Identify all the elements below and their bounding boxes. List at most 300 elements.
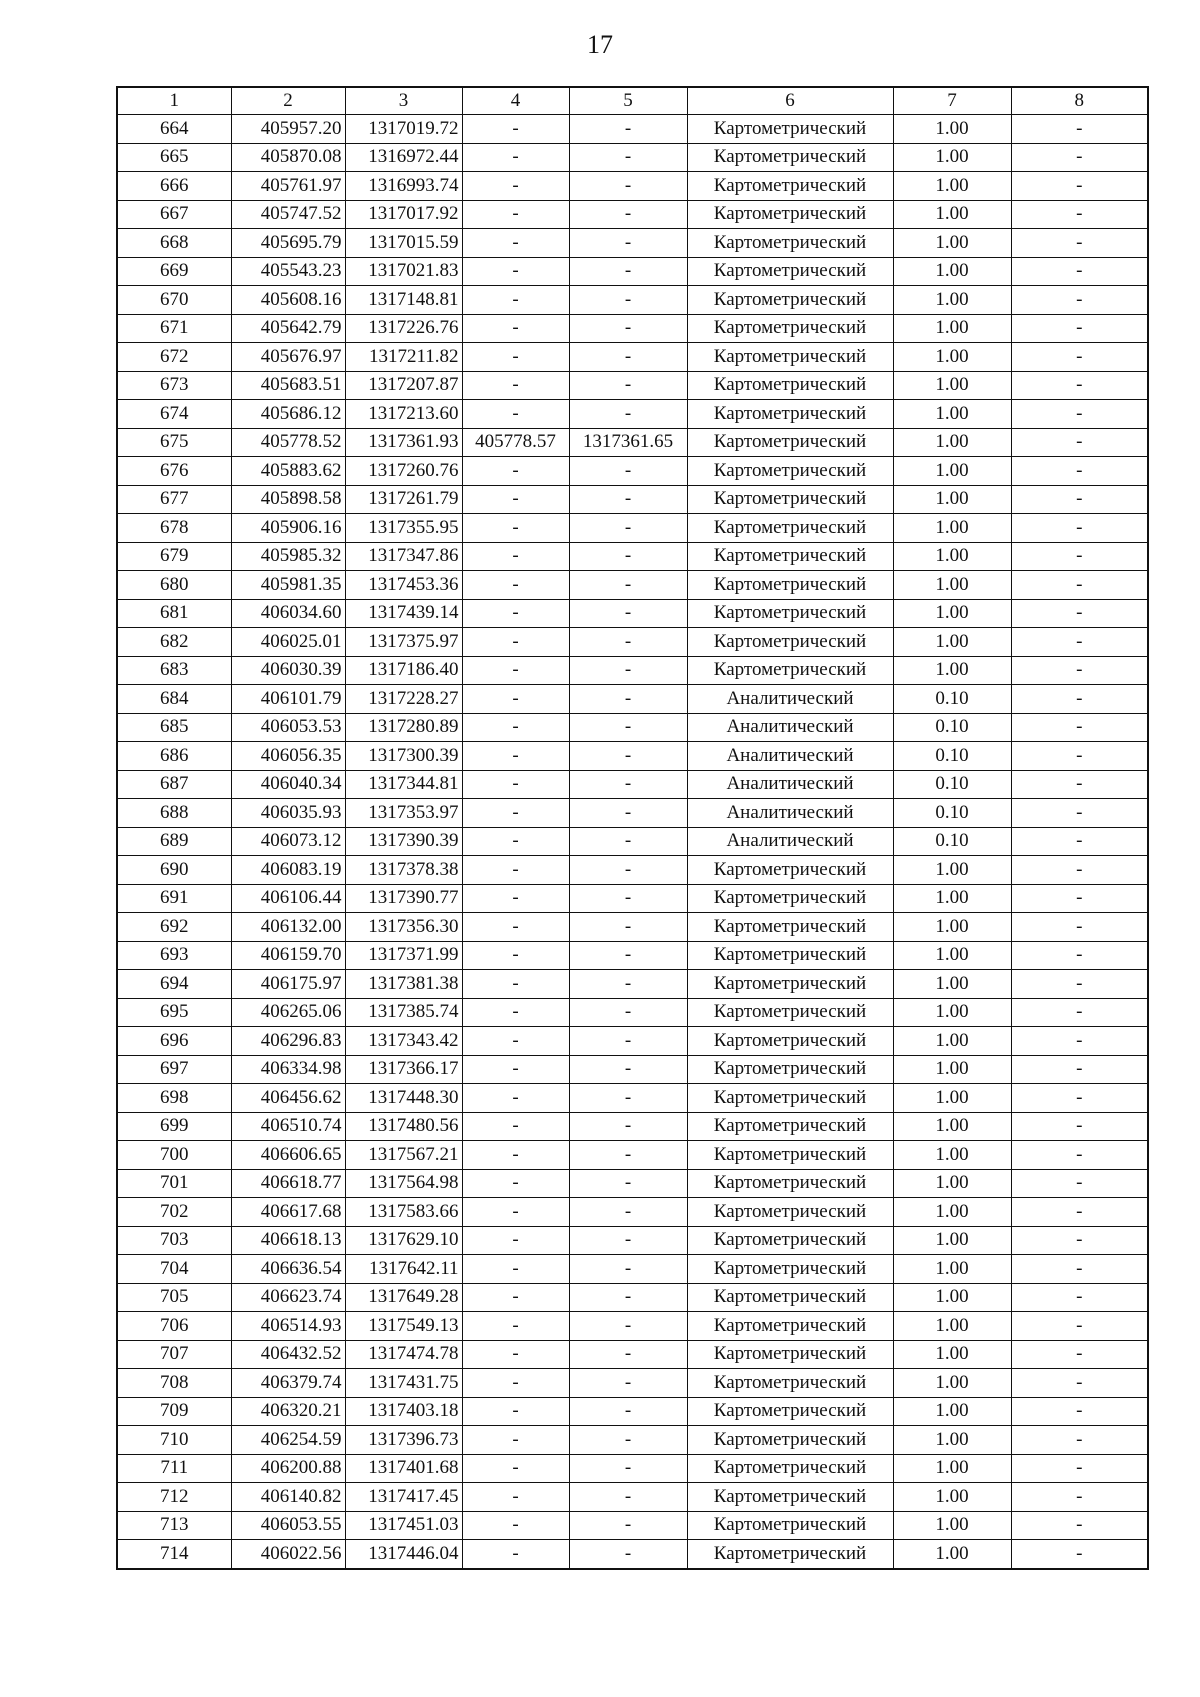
note-cell: -	[1011, 1027, 1148, 1056]
y-new-cell: -	[569, 571, 687, 600]
x-new-cell: -	[462, 571, 569, 600]
y-new-cell: -	[569, 1226, 687, 1255]
point-number-cell: 672	[117, 343, 231, 372]
note-cell: -	[1011, 656, 1148, 685]
accuracy-cell: 1.00	[893, 599, 1011, 628]
table-body	[117, 115, 1148, 1569]
y-coordinate-cell: 1317381.38	[345, 970, 462, 999]
table-row	[117, 998, 1148, 1027]
x-coordinate-cell: 406200.88	[231, 1454, 345, 1483]
note-cell: -	[1011, 1340, 1148, 1369]
method-cell: Картометрический	[687, 628, 893, 657]
method-cell: Картометрический	[687, 599, 893, 628]
y-new-cell: -	[569, 542, 687, 571]
point-number-cell: 666	[117, 172, 231, 201]
method-cell: Картометрический	[687, 656, 893, 685]
y-coordinate-cell: 1317375.97	[345, 628, 462, 657]
x-coordinate-cell: 405543.23	[231, 257, 345, 286]
table-row	[117, 941, 1148, 970]
point-number-cell: 687	[117, 770, 231, 799]
x-new-cell: -	[462, 200, 569, 229]
method-cell: Картометрический	[687, 428, 893, 457]
note-cell: -	[1011, 628, 1148, 657]
x-coordinate-cell: 406254.59	[231, 1426, 345, 1455]
y-new-cell: -	[569, 628, 687, 657]
table-row	[117, 1141, 1148, 1170]
y-new-cell: -	[569, 457, 687, 486]
accuracy-cell: 1.00	[893, 200, 1011, 229]
note-cell: -	[1011, 1483, 1148, 1512]
note-cell: -	[1011, 143, 1148, 172]
y-coordinate-cell: 1317390.77	[345, 884, 462, 913]
x-coordinate-cell: 406106.44	[231, 884, 345, 913]
point-number-cell: 684	[117, 685, 231, 714]
method-cell: Картометрический	[687, 257, 893, 286]
y-new-cell: -	[569, 257, 687, 286]
y-new-cell: -	[569, 1483, 687, 1512]
method-cell: Картометрический	[687, 1511, 893, 1540]
accuracy-cell: 1.00	[893, 1454, 1011, 1483]
x-new-cell: -	[462, 941, 569, 970]
x-coordinate-cell: 406073.12	[231, 827, 345, 856]
table-row	[117, 115, 1148, 144]
table-row	[117, 371, 1148, 400]
x-coordinate-cell: 406617.68	[231, 1198, 345, 1227]
x-coordinate-cell: 406035.93	[231, 799, 345, 828]
table-row	[117, 314, 1148, 343]
table-row	[117, 713, 1148, 742]
x-coordinate-cell: 406320.21	[231, 1397, 345, 1426]
y-new-cell: 1317361.65	[569, 428, 687, 457]
accuracy-cell: 0.10	[893, 827, 1011, 856]
column-header: 2	[231, 87, 345, 115]
x-coordinate-cell: 405683.51	[231, 371, 345, 400]
x-coordinate-cell: 406296.83	[231, 1027, 345, 1056]
accuracy-cell: 1.00	[893, 1055, 1011, 1084]
point-number-cell: 697	[117, 1055, 231, 1084]
note-cell: -	[1011, 1369, 1148, 1398]
x-new-cell: -	[462, 827, 569, 856]
accuracy-cell: 1.00	[893, 941, 1011, 970]
note-cell: -	[1011, 485, 1148, 514]
point-number-cell: 674	[117, 400, 231, 429]
note-cell: -	[1011, 1169, 1148, 1198]
y-new-cell: -	[569, 884, 687, 913]
y-new-cell: -	[569, 599, 687, 628]
y-coordinate-cell: 1317378.38	[345, 856, 462, 885]
point-number-cell: 704	[117, 1255, 231, 1284]
accuracy-cell: 1.00	[893, 1426, 1011, 1455]
point-number-cell: 670	[117, 286, 231, 315]
point-number-cell: 683	[117, 656, 231, 685]
note-cell: -	[1011, 1084, 1148, 1113]
note-cell: -	[1011, 457, 1148, 486]
y-new-cell: -	[569, 200, 687, 229]
y-new-cell: -	[569, 1397, 687, 1426]
accuracy-cell: 1.00	[893, 457, 1011, 486]
x-new-cell: -	[462, 229, 569, 258]
point-number-cell: 692	[117, 913, 231, 942]
accuracy-cell: 1.00	[893, 1340, 1011, 1369]
y-new-cell: -	[569, 514, 687, 543]
method-cell: Аналитический	[687, 770, 893, 799]
x-coordinate-cell: 406618.13	[231, 1226, 345, 1255]
x-new-cell: -	[462, 1312, 569, 1341]
method-cell: Аналитический	[687, 799, 893, 828]
note-cell: -	[1011, 428, 1148, 457]
table-row	[117, 1312, 1148, 1341]
point-number-cell: 686	[117, 742, 231, 771]
x-new-cell: -	[462, 343, 569, 372]
column-header: 4	[462, 87, 569, 115]
x-coordinate-cell: 405985.32	[231, 542, 345, 571]
note-cell: -	[1011, 799, 1148, 828]
accuracy-cell: 1.00	[893, 371, 1011, 400]
accuracy-cell: 1.00	[893, 314, 1011, 343]
point-number-cell: 667	[117, 200, 231, 229]
x-new-cell: -	[462, 314, 569, 343]
x-new-cell: -	[462, 1027, 569, 1056]
table-row	[117, 172, 1148, 201]
table-row	[117, 913, 1148, 942]
table-row	[117, 1397, 1148, 1426]
column-header: 1	[117, 87, 231, 115]
y-coordinate-cell: 1317390.39	[345, 827, 462, 856]
y-coordinate-cell: 1317446.04	[345, 1540, 462, 1569]
note-cell: -	[1011, 1198, 1148, 1227]
y-coordinate-cell: 1316993.74	[345, 172, 462, 201]
point-number-cell: 681	[117, 599, 231, 628]
note-cell: -	[1011, 1540, 1148, 1569]
point-number-cell: 710	[117, 1426, 231, 1455]
accuracy-cell: 1.00	[893, 1255, 1011, 1284]
method-cell: Аналитический	[687, 827, 893, 856]
x-new-cell: -	[462, 143, 569, 172]
method-cell: Картометрический	[687, 1027, 893, 1056]
method-cell: Аналитический	[687, 742, 893, 771]
x-new-cell: -	[462, 172, 569, 201]
y-coordinate-cell: 1317401.68	[345, 1454, 462, 1483]
y-coordinate-cell: 1317260.76	[345, 457, 462, 486]
note-cell: -	[1011, 1397, 1148, 1426]
note-cell: -	[1011, 1312, 1148, 1341]
x-coordinate-cell: 405608.16	[231, 286, 345, 315]
x-new-cell: 405778.57	[462, 428, 569, 457]
table-row	[117, 229, 1148, 258]
point-number-cell: 706	[117, 1312, 231, 1341]
y-new-cell: -	[569, 1369, 687, 1398]
method-cell: Картометрический	[687, 1226, 893, 1255]
y-coordinate-cell: 1317213.60	[345, 400, 462, 429]
x-coordinate-cell: 406379.74	[231, 1369, 345, 1398]
y-new-cell: -	[569, 1283, 687, 1312]
x-new-cell: -	[462, 742, 569, 771]
x-new-cell: -	[462, 1511, 569, 1540]
note-cell: -	[1011, 115, 1148, 144]
x-new-cell: -	[462, 656, 569, 685]
accuracy-cell: 1.00	[893, 884, 1011, 913]
x-coordinate-cell: 406025.01	[231, 628, 345, 657]
x-coordinate-cell: 406618.77	[231, 1169, 345, 1198]
note-cell: -	[1011, 200, 1148, 229]
y-new-cell: -	[569, 1112, 687, 1141]
y-new-cell: -	[569, 1454, 687, 1483]
point-number-cell: 712	[117, 1483, 231, 1512]
table-row	[117, 628, 1148, 657]
table-row	[117, 428, 1148, 457]
method-cell: Картометрический	[687, 970, 893, 999]
table-row	[117, 1454, 1148, 1483]
method-cell: Картометрический	[687, 913, 893, 942]
note-cell: -	[1011, 884, 1148, 913]
method-cell: Картометрический	[687, 856, 893, 885]
x-coordinate-cell: 406053.55	[231, 1511, 345, 1540]
y-new-cell: -	[569, 314, 687, 343]
method-cell: Картометрический	[687, 343, 893, 372]
table-row	[117, 1511, 1148, 1540]
accuracy-cell: 1.00	[893, 913, 1011, 942]
x-coordinate-cell: 405957.20	[231, 115, 345, 144]
point-number-cell: 693	[117, 941, 231, 970]
method-cell: Картометрический	[687, 1084, 893, 1113]
accuracy-cell: 1.00	[893, 1226, 1011, 1255]
note-cell: -	[1011, 998, 1148, 1027]
note-cell: -	[1011, 343, 1148, 372]
x-coordinate-cell: 405676.97	[231, 343, 345, 372]
point-number-cell: 668	[117, 229, 231, 258]
x-new-cell: -	[462, 1426, 569, 1455]
y-new-cell: -	[569, 1540, 687, 1569]
x-coordinate-cell: 406053.53	[231, 713, 345, 742]
y-coordinate-cell: 1317385.74	[345, 998, 462, 1027]
point-number-cell: 699	[117, 1112, 231, 1141]
table-row	[117, 485, 1148, 514]
note-cell: -	[1011, 172, 1148, 201]
method-cell: Картометрический	[687, 1483, 893, 1512]
accuracy-cell: 1.00	[893, 1283, 1011, 1312]
x-new-cell: -	[462, 1112, 569, 1141]
method-cell: Картометрический	[687, 172, 893, 201]
method-cell: Картометрический	[687, 371, 893, 400]
y-new-cell: -	[569, 1312, 687, 1341]
accuracy-cell: 0.10	[893, 742, 1011, 771]
column-header: 5	[569, 87, 687, 115]
x-coordinate-cell: 406159.70	[231, 941, 345, 970]
y-new-cell: -	[569, 685, 687, 714]
note-cell: -	[1011, 371, 1148, 400]
method-cell: Картометрический	[687, 457, 893, 486]
point-number-cell: 669	[117, 257, 231, 286]
table-row	[117, 1226, 1148, 1255]
note-cell: -	[1011, 941, 1148, 970]
note-cell: -	[1011, 913, 1148, 942]
y-new-cell: -	[569, 1027, 687, 1056]
y-new-cell: -	[569, 1426, 687, 1455]
x-new-cell: -	[462, 1055, 569, 1084]
method-cell: Картометрический	[687, 1169, 893, 1198]
note-cell: -	[1011, 1112, 1148, 1141]
x-coordinate-cell: 405695.79	[231, 229, 345, 258]
method-cell: Картометрический	[687, 1454, 893, 1483]
accuracy-cell: 0.10	[893, 685, 1011, 714]
accuracy-cell: 1.00	[893, 1084, 1011, 1113]
x-new-cell: -	[462, 1198, 569, 1227]
table-row	[117, 1112, 1148, 1141]
y-coordinate-cell: 1317417.45	[345, 1483, 462, 1512]
y-new-cell: -	[569, 229, 687, 258]
x-coordinate-cell: 405778.52	[231, 428, 345, 457]
y-new-cell: -	[569, 1055, 687, 1084]
accuracy-cell: 1.00	[893, 1198, 1011, 1227]
point-number-cell: 690	[117, 856, 231, 885]
method-cell: Картометрический	[687, 143, 893, 172]
method-cell: Картометрический	[687, 998, 893, 1027]
method-cell: Картометрический	[687, 1540, 893, 1569]
table-row	[117, 1369, 1148, 1398]
y-coordinate-cell: 1317480.56	[345, 1112, 462, 1141]
x-new-cell: -	[462, 799, 569, 828]
point-number-cell: 700	[117, 1141, 231, 1170]
y-coordinate-cell: 1317355.95	[345, 514, 462, 543]
x-coordinate-cell: 406022.56	[231, 1540, 345, 1569]
method-cell: Картометрический	[687, 400, 893, 429]
note-cell: -	[1011, 1454, 1148, 1483]
point-number-cell: 664	[117, 115, 231, 144]
point-number-cell: 678	[117, 514, 231, 543]
x-coordinate-cell: 405642.79	[231, 314, 345, 343]
method-cell: Картометрический	[687, 1426, 893, 1455]
y-new-cell: -	[569, 1340, 687, 1369]
y-coordinate-cell: 1317396.73	[345, 1426, 462, 1455]
accuracy-cell: 1.00	[893, 1027, 1011, 1056]
accuracy-cell: 0.10	[893, 799, 1011, 828]
note-cell: -	[1011, 1226, 1148, 1255]
table-row	[117, 200, 1148, 229]
accuracy-cell: 1.00	[893, 628, 1011, 657]
point-number-cell: 698	[117, 1084, 231, 1113]
method-cell: Картометрический	[687, 115, 893, 144]
y-new-cell: -	[569, 172, 687, 201]
point-number-cell: 685	[117, 713, 231, 742]
note-cell: -	[1011, 1055, 1148, 1084]
y-new-cell: -	[569, 485, 687, 514]
y-coordinate-cell: 1317353.97	[345, 799, 462, 828]
table-row	[117, 685, 1148, 714]
note-cell: -	[1011, 599, 1148, 628]
accuracy-cell: 1.00	[893, 1169, 1011, 1198]
y-new-cell: -	[569, 970, 687, 999]
x-coordinate-cell: 405906.16	[231, 514, 345, 543]
table-row	[117, 542, 1148, 571]
table-row	[117, 799, 1148, 828]
note-cell: -	[1011, 770, 1148, 799]
y-coordinate-cell: 1317261.79	[345, 485, 462, 514]
note-cell: -	[1011, 400, 1148, 429]
accuracy-cell: 1.00	[893, 229, 1011, 258]
x-coordinate-cell: 406265.06	[231, 998, 345, 1027]
method-cell: Картометрический	[687, 1397, 893, 1426]
x-new-cell: -	[462, 400, 569, 429]
y-coordinate-cell: 1317567.21	[345, 1141, 462, 1170]
y-new-cell: -	[569, 742, 687, 771]
y-new-cell: -	[569, 856, 687, 885]
y-coordinate-cell: 1317300.39	[345, 742, 462, 771]
y-coordinate-cell: 1317629.10	[345, 1226, 462, 1255]
accuracy-cell: 0.10	[893, 713, 1011, 742]
y-new-cell: -	[569, 371, 687, 400]
note-cell: -	[1011, 1426, 1148, 1455]
table-row	[117, 143, 1148, 172]
accuracy-cell: 1.00	[893, 1312, 1011, 1341]
note-cell: -	[1011, 713, 1148, 742]
point-number-cell: 677	[117, 485, 231, 514]
y-coordinate-cell: 1317439.14	[345, 599, 462, 628]
method-cell: Картометрический	[687, 1112, 893, 1141]
method-cell: Картометрический	[687, 1340, 893, 1369]
note-cell: -	[1011, 970, 1148, 999]
x-coordinate-cell: 406132.00	[231, 913, 345, 942]
table-row	[117, 599, 1148, 628]
y-coordinate-cell: 1317448.30	[345, 1084, 462, 1113]
x-coordinate-cell: 406636.54	[231, 1255, 345, 1284]
table-row	[117, 1198, 1148, 1227]
x-coordinate-cell: 406623.74	[231, 1283, 345, 1312]
x-new-cell: -	[462, 1084, 569, 1113]
x-new-cell: -	[462, 970, 569, 999]
x-new-cell: -	[462, 1369, 569, 1398]
table-row	[117, 656, 1148, 685]
accuracy-cell: 1.00	[893, 514, 1011, 543]
x-coordinate-cell: 406101.79	[231, 685, 345, 714]
x-new-cell: -	[462, 1141, 569, 1170]
x-coordinate-cell: 406030.39	[231, 656, 345, 685]
accuracy-cell: 1.00	[893, 286, 1011, 315]
note-cell: -	[1011, 286, 1148, 315]
table-row	[117, 1084, 1148, 1113]
y-new-cell: -	[569, 143, 687, 172]
method-cell: Картометрический	[687, 485, 893, 514]
accuracy-cell: 1.00	[893, 1141, 1011, 1170]
y-coordinate-cell: 1317371.99	[345, 941, 462, 970]
x-new-cell: -	[462, 1340, 569, 1369]
table-row	[117, 1483, 1148, 1512]
y-coordinate-cell: 1317344.81	[345, 770, 462, 799]
y-coordinate-cell: 1317451.03	[345, 1511, 462, 1540]
x-coordinate-cell: 406432.52	[231, 1340, 345, 1369]
x-new-cell: -	[462, 1226, 569, 1255]
y-coordinate-cell: 1317347.86	[345, 542, 462, 571]
y-coordinate-cell: 1317019.72	[345, 115, 462, 144]
accuracy-cell: 1.00	[893, 1369, 1011, 1398]
point-number-cell: 675	[117, 428, 231, 457]
x-new-cell: -	[462, 628, 569, 657]
method-cell: Картометрический	[687, 1198, 893, 1227]
x-coordinate-cell: 406606.65	[231, 1141, 345, 1170]
x-coordinate-cell: 406034.60	[231, 599, 345, 628]
y-new-cell: -	[569, 913, 687, 942]
y-new-cell: -	[569, 713, 687, 742]
table-row	[117, 970, 1148, 999]
accuracy-cell: 1.00	[893, 998, 1011, 1027]
method-cell: Картометрический	[687, 514, 893, 543]
note-cell: -	[1011, 685, 1148, 714]
y-coordinate-cell: 1317642.11	[345, 1255, 462, 1284]
y-new-cell: -	[569, 770, 687, 799]
y-new-cell: -	[569, 1255, 687, 1284]
accuracy-cell: 1.00	[893, 970, 1011, 999]
accuracy-cell: 1.00	[893, 1511, 1011, 1540]
y-coordinate-cell: 1317017.92	[345, 200, 462, 229]
